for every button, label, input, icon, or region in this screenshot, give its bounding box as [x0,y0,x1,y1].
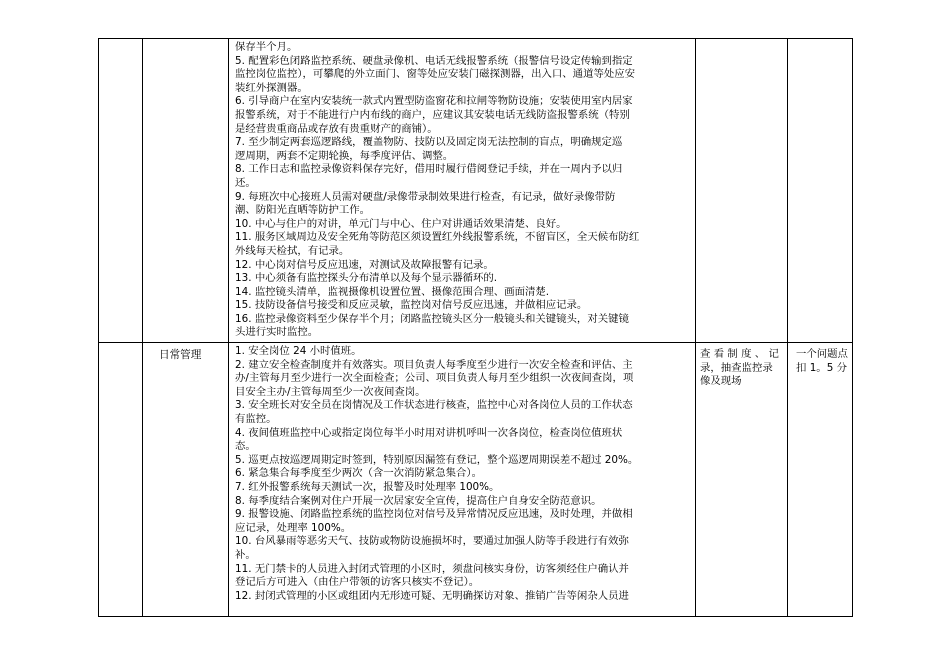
requirement-line: 8. 工作日志和监控录像资料保存完好，借用时履行借阅登记手续，并在一周内予以归 [235,163,623,176]
category-cell [143,343,229,617]
assessment-table [98,38,853,617]
requirement-line: 报警系统，对于不能进行户内布线的商户，应建议其安装电话无线防盗报警系统（特别 [235,108,630,121]
requirement-line: 11. 无门禁卡的人员进入封闭式管理的小区时，须盘问核实身份，访客须经住户确认并 [235,562,629,575]
requirement-line: 头进行实时监控。 [235,326,319,339]
requirement-line: 11. 服务区域周边及安全死角等防范区须设置红外线报警系统，不留盲区，全天候布防红 [235,231,640,244]
requirement-line: 外线每天检拭，有记录。 [235,244,350,257]
score-cell [788,343,853,617]
requirement-line: 12. 封闭式管理的小区或组团内无形迹可疑、无明确探访对象、推销广告等闲杂人员进 [235,589,629,602]
table-row [99,343,853,617]
requirement-line: 8. 每季度结合案例对住户开展一次居家安全宣传，提高住户自身安全防范意识。 [235,494,602,507]
requirements-text [229,39,695,340]
requirements-text [229,343,695,603]
requirement-line: 办/主管每月至少进行一次全面检查；公司、项目负责人每月至少组织一次夜间查岗，项 [235,372,634,385]
index-cell [99,39,143,343]
score-cell [788,39,853,343]
requirement-line: 登记后方可进入（由住户带领的访客只核实不登记）。 [235,576,480,589]
requirement-line: 14. 监控镜头清单，监视摄像机设置位置、摄像范围合理、画面清楚. [235,285,550,298]
method-cell [696,343,788,617]
requirement-line: 还。 [235,176,256,189]
category-cell [143,39,229,343]
requirement-line: 1. 安全岗位 24 小时值班。 [235,345,362,357]
requirement-line: 4. 夜间值班监控中心或指定岗位每半小时用对讲机呼叫一次各岗位，检查岗位值班状 [235,426,623,439]
method-text [696,39,787,44]
requirement-line: 7. 红外报警系统每天测试一次，报警及时处理率 100%。 [235,480,500,493]
requirement-line: 6. 引导商户在室内安装统一款式内置型防盗窗花和拉闸等物防设施；安装使用室内居家 [235,95,633,108]
requirement-line: 15. 技防设备信号接受和反应灵敏，监控岗对信号反应迅速，并做相应记录。 [235,299,588,312]
requirement-line: 装红外探测器。 [235,81,308,94]
requirement-line: 应记录，处理率 100%。 [235,521,352,534]
requirement-line: 保存半个月。 [235,41,298,53]
requirement-line: 6. 紧急集合每季度至少两次（含一次消防紧急集合）。 [235,467,482,480]
method-line: 查 看 制 度 、 记 [700,348,779,360]
requirement-line: 有监控。 [235,412,277,425]
method-text [696,343,787,389]
requirement-line: 监控岗位监控），可攀爬的外立面门、窗等处应安装门磁探测器，出入口、通道等处应安 [235,68,636,81]
category-label: 日常管理 [159,349,202,361]
requirement-line: 态。 [235,440,256,453]
score-line: 一个问题点 [796,348,848,360]
score-text [788,343,852,375]
requirement-line: 是经营贵重商品或存放有贵重财产的商铺）。 [235,122,438,135]
requirement-line: 16. 监控录像资料至少保存半个月；闭路监控镜头区分一般镜头和关键镜头，对关键镜 [235,312,629,325]
requirement-line: 目安全主办/主管每周至少一次夜间查岗。 [235,385,426,398]
requirements-cell [229,39,696,343]
requirements-cell [229,343,696,617]
score-line: 扣 1。5 分 [796,361,847,374]
requirement-line: 2. 建立安全检查制度并有效落实。项目负责人每季度至少进行一次安全检查和评估、主 [235,358,633,371]
requirement-line: 13. 中心须备有监控探头分布清单以及每个显示器循环的. [235,272,498,285]
method-cell [696,39,788,343]
method-line: 录，抽查监控录 [700,361,773,374]
requirement-line: 3. 安全班长对安全员在岗情况及工作状态进行核查，监控中心对各岗位人员的工作状态 [235,399,633,412]
method-line: 像及现场 [700,375,742,388]
requirement-line: 7. 至少制定两套巡逻路线，覆盖物防、技防以及固定岗无法控制的盲点，明确规定巡 [235,136,623,149]
requirement-line: 补。 [235,548,256,561]
category-label [143,39,228,44]
table-row [99,39,853,343]
requirement-line: 9. 每班次中心接班人员需对硬盘/录像带录制效果进行检查，有记录，做好录像带防 [235,190,616,203]
requirement-line: 5. 巡更点按巡逻周期定时签到，特别原因漏签有登记，整个巡逻周期误差不超过 20%。 [235,453,639,466]
requirement-line: 12. 中心岗对信号反应迅速，对测试及故障报警有记录。 [235,258,494,271]
requirement-line: 5. 配置彩色闭路监控系统、硬盘录像机、电话无线报警系统（报警信号设定传输到指定 [235,54,633,67]
requirement-line: 9. 报警设施、闭路监控系统的监控岗位对信号及异常情况反应迅速，及时处理，并做相 [235,508,633,521]
score-text [788,39,852,44]
requirement-line: 逻周期，两套不定期轮换，每季度评估、调整。 [235,149,454,162]
requirement-line: 10. 中心与住户的对讲，单元门与中心、住户对讲通话效果清楚、良好。 [235,217,567,230]
requirement-line: 潮、防阳光直晒等防护工作。 [235,204,371,217]
requirement-line: 10. 台风暴雨等恶劣天气、技防或物防设施损坏时，要通过加强人防等手段进行有效弥 [235,535,629,548]
index-cell [99,343,143,617]
